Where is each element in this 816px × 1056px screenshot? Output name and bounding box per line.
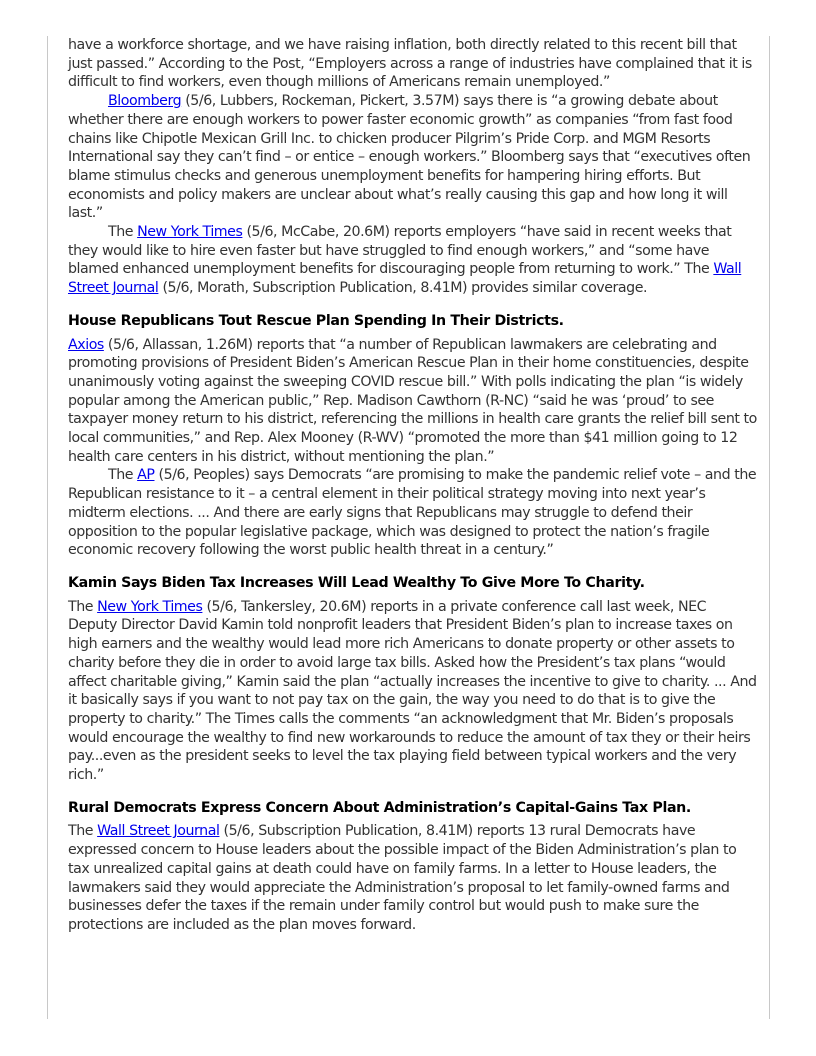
paragraph-text: (5/6, Tankersley, 20.6M) reports in a private conference call last week, NEC Deputy Director David Kamin told nonprofit leaders that President Biden’s plan to increase taxes on high earners and the wealthy would lead more rich Americans to donate property or other assets to charity before they die in order to avoid large tax bills. Asked how the President’s tax plans “would affect charitable giving,” Kamin said the plan “actually increases the incentive to give to charity. ... And it basically says if you want to not pay tax on the gain, the way you need to do that is to give the property to charity.” The Times calls the comments “an acknowledgment that Mr. Biden’s proposals would encourage the wealthy to find new workarounds to reduce the amount of tax they or their heirs pay...even as the president seeks to level the tax playing field between typical workers and the very rich.” xyxy=(68,598,757,784)
paragraph-text: The xyxy=(68,823,98,840)
link-wall-street-journal[interactable]: Wall Street Journal xyxy=(97,823,220,840)
article-headline: Rural Democrats Express Concern About Administration’s Capital-Gains Tax Plan. xyxy=(68,799,691,816)
article-house-republicans xyxy=(68,312,758,560)
article-workforce-shortage xyxy=(68,36,758,298)
paragraph xyxy=(68,822,758,934)
link-bloomberg[interactable]: Bloomberg xyxy=(108,93,182,110)
paragraph xyxy=(68,223,758,298)
link-wall-street-journal[interactable]: Wall Street Journal xyxy=(68,261,742,297)
document-body xyxy=(68,36,758,935)
paragraph: have a workforce shortage, and we have raising inflation, both directly related to this recent bill that just passed.” According to the Post, “Employers across a range of industries have complained that it is difficult to find workers, even though millions of Americans remain unemployed.” xyxy=(68,37,752,91)
paragraph-text: (5/6, Peoples) says Democrats “are promising to make the pandemic relief vote – and the Republican resistance to it – a central element in their political strategy moving into next year’s midterm elections. ... And there are early signs that Republicans may struggle to defend their opposition to the popular legislative package, which was designed to protect the nation’s fragile economic recovery following the worst public health threat in a century.” xyxy=(68,467,757,559)
paragraph-text: The xyxy=(108,467,138,484)
paragraph-text: (5/6, Allassan, 1.26M) reports that “a number of Republican lawmakers are celebrating and promoting provisions of President Biden’s American Rescue Plan in their home constituencies, despite unanimously voting against the sweeping COVID rescue bill.” With polls indicating the plan “is widely popular among the American public,” Rep. Madison Cawthorn (R-NC) “said he was ‘proud’ to see taxpayer money return to his district, referencing the millions in health care grants the relief bill sent to local communities,” and Rep. Alex Mooney (R-WV) “promoted the more than $41 million going to 12 health care centers in his district, without mentioning the plan.” xyxy=(68,336,757,465)
article-rural-democrats xyxy=(68,799,758,935)
article-kamin-charity xyxy=(68,574,758,785)
article-headline: Kamin Says Biden Tax Increases Will Lead Wealthy To Give More To Charity. xyxy=(68,574,645,591)
paragraph-text: (5/6, Lubbers, Rockeman, Pickert, 3.57M) says there is “a growing debate about whether there are enough workers to power faster economic growth” as companies “from fast food chains like Chipotle Mexican Grill Inc. to chicken producer Pilgrim’s Pride Corp. and MGM Resorts International say they can’t find – or entice – enough workers.” Bloomberg says that “executives often blame stimulus checks and generous unemployment benefits for hampering hiring efforts. But economists and policy makers are unclear about what’s really causing this gap and how long it will last.” xyxy=(68,93,751,222)
article-headline: House Republicans Tout Rescue Plan Spending In Their Districts. xyxy=(68,312,564,329)
paragraph-text: (5/6, Subscription Publication, 8.41M) reports 13 rural Democrats have expressed concern to House leaders about the possible impact of the Biden Administration’s plan to tax unrealized capital gains at death could have on family farms. In a letter to House leaders, the lawmakers said they would appreciate the Administration’s proposal to let family-owned farms and businesses defer the taxes if the remain under family control but would push to make sure the protections are included as the plan moves forward. xyxy=(68,823,737,933)
paragraph-text: The xyxy=(108,224,138,241)
paragraph xyxy=(68,598,758,785)
link-ap[interactable]: AP xyxy=(137,467,155,484)
paragraph-text: The xyxy=(68,598,98,615)
paragraph xyxy=(68,466,758,560)
paragraph-text: (5/6, McCabe, 20.6M) reports employers “have said in recent weeks that they would like to hire even faster but have struggled to find enough workers,” and “some have blamed enhanced unemployment benefits for discouraging people from returning to work.” The xyxy=(68,224,732,278)
paragraph xyxy=(68,336,758,467)
link-new-york-times[interactable]: New York Times xyxy=(97,598,203,615)
link-new-york-times[interactable]: New York Times xyxy=(137,224,243,241)
paragraph xyxy=(68,92,758,223)
link-axios[interactable]: Axios xyxy=(68,336,104,353)
paragraph-text: (5/6, Morath, Subscription Publication, 8.41M) provides similar coverage. xyxy=(158,280,648,297)
